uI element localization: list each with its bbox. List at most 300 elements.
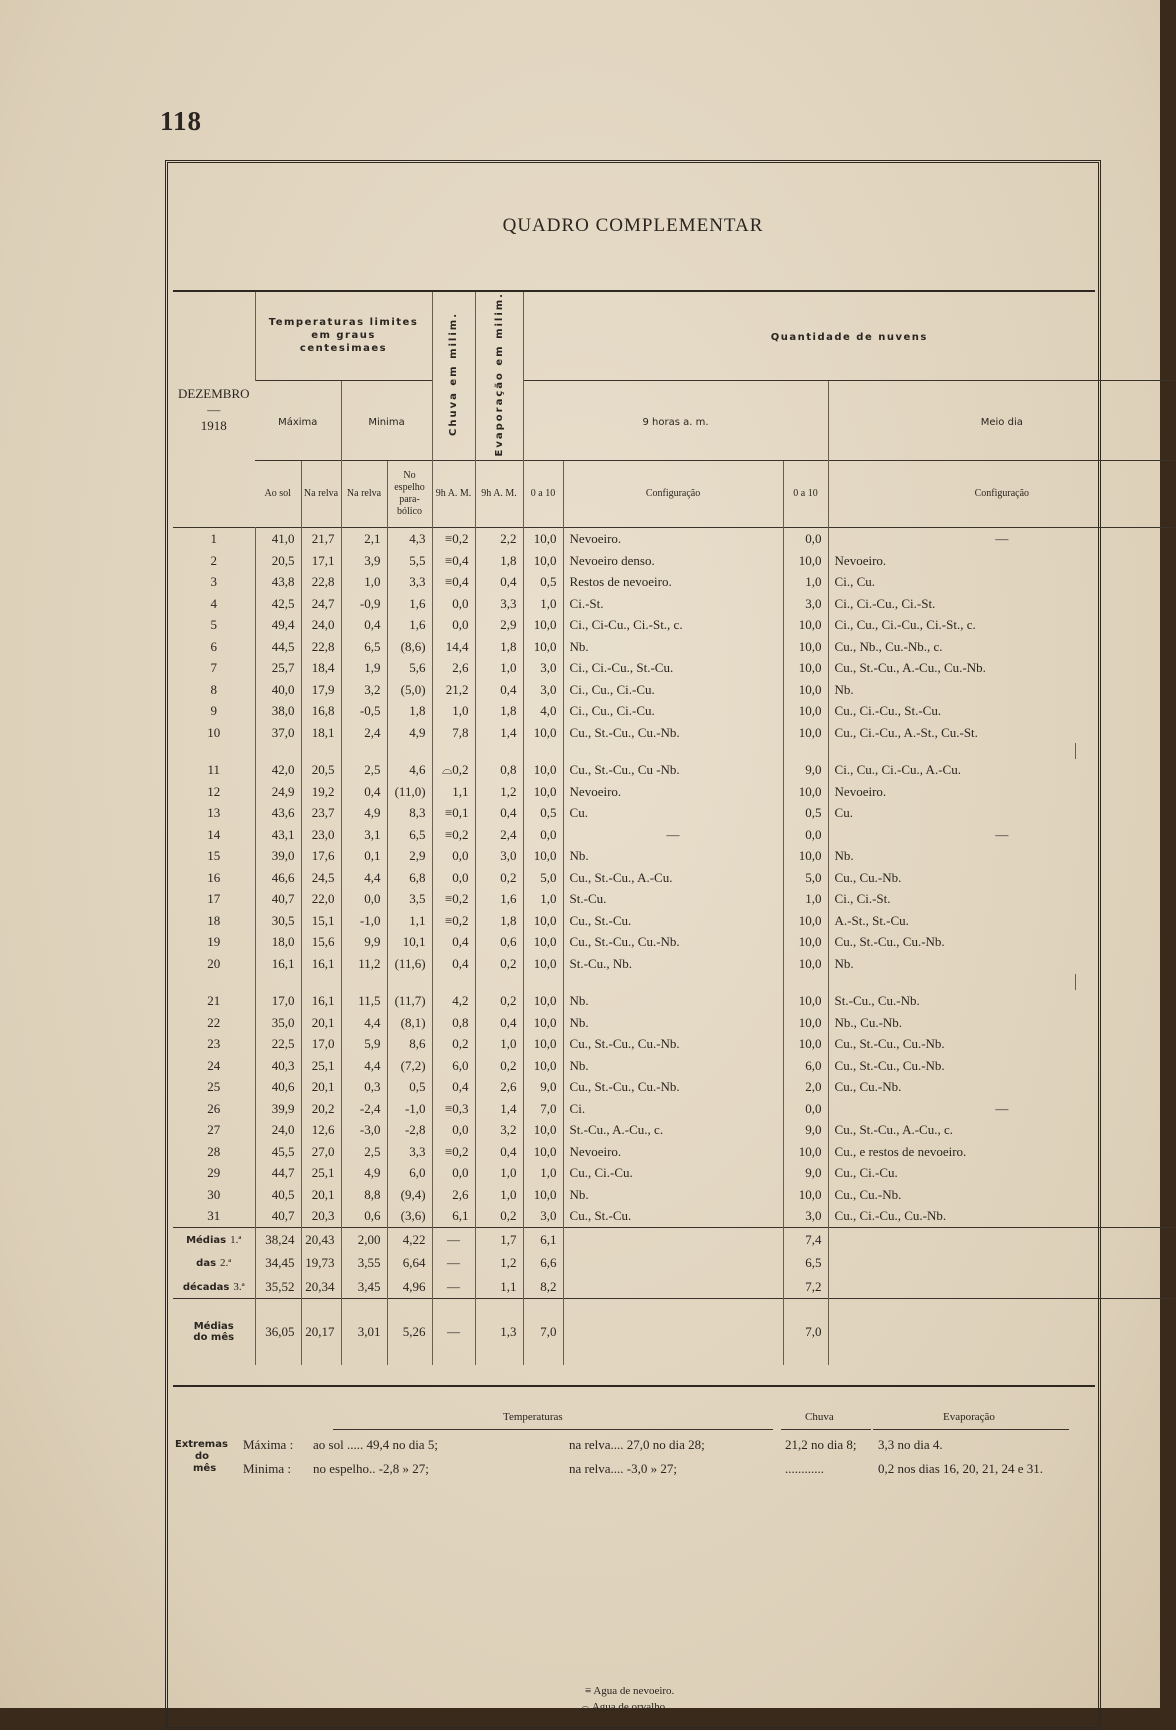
relva-min-cell: 9,9 (341, 931, 387, 953)
config-9h-cell (563, 1251, 783, 1275)
nuvens-9h-cell: 10,0 (523, 1055, 563, 1077)
decade-number: 1.ª (230, 1233, 242, 1246)
config-9h-cell (563, 1299, 783, 1366)
nuvens-9h-cell: 5,0 (523, 867, 563, 889)
config-12h-cell: Cu., Ci.-Cu., St.-Cu. (828, 700, 1175, 722)
relva-min-cell: 3,2 (341, 679, 387, 701)
day-cell: 6 (210, 638, 217, 654)
config-9h-cell: Cu., St.-Cu., Cu.-Nb. (563, 1033, 783, 1055)
na-relva-max-label: Na relva (303, 488, 339, 500)
chuva-cell: ≡0,3 (432, 1098, 475, 1120)
relva-max-cell: 23,0 (301, 824, 341, 846)
evap-cell: 0,2 (475, 1205, 523, 1227)
ao-sol-cell: 42,0 (255, 759, 301, 781)
chuva-cell: 1,1 (432, 781, 475, 803)
ao-sol-cell: 40,6 (255, 1076, 301, 1098)
relva-max-cell: 20,43 (301, 1227, 341, 1251)
ao-sol-cell: 36,05 (255, 1299, 301, 1366)
nuvens-9h-cell: 10,0 (523, 781, 563, 803)
espelho-cell: -1,0 (387, 1098, 432, 1120)
extremes-label-3: mês (193, 1463, 217, 1474)
espelho-cell: 4,96 (387, 1275, 432, 1299)
table-row (173, 759, 1175, 781)
ao-sol-header: Ao sol (255, 461, 301, 528)
espelho-cell: 8,6 (387, 1033, 432, 1055)
config-12h-cell: — (828, 824, 1175, 846)
relva-min-cell: 0,1 (341, 845, 387, 867)
evap-cell: 1,0 (475, 657, 523, 679)
gap-cell (828, 974, 1075, 990)
nuvens-9h-cell: 0,5 (523, 571, 563, 593)
relva-min-cell: 4,4 (341, 1012, 387, 1034)
config-12h-cell: Cu., St.-Cu., Cu.-Nb. (828, 1033, 1175, 1055)
ao-sol-cell: 17,0 (255, 990, 301, 1012)
chuva-cell: 0,0 (432, 614, 475, 636)
config-12h-cell: Ci., Cu., Ci.-Cu., A.-Cu. (828, 759, 1175, 781)
ao-sol-cell: 38,24 (255, 1227, 301, 1251)
config-9h-cell: Nb. (563, 636, 783, 658)
relva-max-cell: 25,1 (301, 1055, 341, 1077)
chuva-cell: ≡0,2 (432, 1141, 475, 1163)
config-9h-cell: Cu., St.-Cu. (563, 1205, 783, 1227)
max-evap: 3,3 no dia 4. (878, 1437, 943, 1452)
config-12h-cell: Cu., e restos de nevoeiro. (828, 1141, 1175, 1163)
table-row (173, 1055, 1175, 1077)
day-cell: 29 (207, 1165, 221, 1181)
gap-cell (341, 743, 387, 759)
nuvens-12h-cell: 10,0 (783, 1184, 828, 1206)
ao-sol-cell: 38,0 (255, 700, 301, 722)
nuvens-label: Quantidade de nuvens (770, 331, 928, 343)
nuvens-9h-cell: 10,0 (523, 910, 563, 932)
ao-sol-cell: 20,5 (255, 550, 301, 572)
relva-min-cell: 2,4 (341, 722, 387, 744)
table-row (173, 867, 1175, 889)
gap-cell (563, 974, 783, 990)
config-12h-cell: Cu., Cu.-Nb. (828, 867, 1175, 889)
evap-cell: 1,8 (475, 910, 523, 932)
config-12h-cell: Cu., St.-Cu., Cu.-Nb. (828, 1055, 1175, 1077)
nuvens-12h-cell: 10,0 (783, 1141, 828, 1163)
nuvens-12h-cell: 10,0 (783, 550, 828, 572)
nuvens-header (523, 292, 1175, 380)
table-row (173, 888, 1175, 910)
month-average-row (173, 1299, 1175, 1366)
espelho-cell: 4,6 (387, 759, 432, 781)
table-row (173, 657, 1175, 679)
config-9h-cell: Nevoeiro denso. (563, 550, 783, 572)
espelho-cell: 4,9 (387, 722, 432, 744)
espelho-cell: 6,8 (387, 867, 432, 889)
nuvens-9h-cell: 10,0 (523, 1184, 563, 1206)
espelho-cell: 3,3 (387, 1141, 432, 1163)
max-label: Máxima : (243, 1437, 294, 1452)
config-12h-cell: Cu., Cu.-Nb. (828, 1076, 1175, 1098)
decade-group-label: das (196, 1258, 217, 1270)
ao-sol-cell: 40,7 (255, 1205, 301, 1227)
chuva-cell: — (432, 1275, 475, 1299)
relva-min-cell: 3,01 (341, 1299, 387, 1366)
config-12h-cell: Ci., Cu., Ci.-Cu., Ci.-St., c. (828, 614, 1175, 636)
table-row (173, 550, 1175, 572)
ao-sol-cell: 40,3 (255, 1055, 301, 1077)
nuvens-12h-cell: 1,0 (783, 571, 828, 593)
config-9h-cell (563, 1227, 783, 1251)
extremes-section (173, 1385, 1095, 1722)
config-12h-cell: Cu. (828, 802, 1175, 824)
config-9h-cell: Cu., St.-Cu. (563, 910, 783, 932)
config-9h-cell: Ci., Cu., Ci.-Cu. (563, 700, 783, 722)
relva-max-cell: 19,2 (301, 781, 341, 803)
evap-cell: 1,2 (475, 1251, 523, 1275)
espelho-label: No espelho para-bólico (394, 470, 425, 518)
decade-number: 2.ª (220, 1257, 232, 1270)
relva-min-cell: 3,1 (341, 824, 387, 846)
nuvens-12h-cell: 10,0 (783, 700, 828, 722)
day-cell: 20 (207, 955, 221, 971)
gap-cell (783, 743, 828, 759)
table-row (173, 528, 1175, 550)
espelho-cell: 6,5 (387, 824, 432, 846)
relva-min-cell: 8,8 (341, 1184, 387, 1206)
config-9h-cell: Cu. (563, 802, 783, 824)
nuvens-9h-cell: 10,0 (523, 614, 563, 636)
evap-label: Evaporação em milim. (493, 292, 505, 457)
day-rows (173, 528, 1175, 1228)
evap-cell: 2,9 (475, 614, 523, 636)
config-9h-cell: Restos de nevoeiro. (563, 571, 783, 593)
extremes-evap-rule (873, 1429, 1069, 1430)
table-row (173, 1119, 1175, 1141)
relva-min-cell: -0,9 (341, 593, 387, 615)
ao-sol-cell: 44,5 (255, 636, 301, 658)
page-number: 118 (160, 106, 203, 136)
day-cell: 1 (210, 531, 217, 547)
gap-cell (341, 974, 387, 990)
evap-cell: 0,8 (475, 759, 523, 781)
gap-cell (432, 974, 475, 990)
relva-min-cell: 0,3 (341, 1076, 387, 1098)
relva-max-cell: 22,0 (301, 888, 341, 910)
minima-header (341, 380, 432, 461)
relva-max-cell: 17,0 (301, 1033, 341, 1055)
espelho-cell: 1,8 (387, 700, 432, 722)
relva-max-cell: 17,9 (301, 679, 341, 701)
relva-min-cell: 2,00 (341, 1227, 387, 1251)
extremes-temp-rule (333, 1429, 773, 1430)
year-label: 1918 (200, 417, 227, 433)
ao-sol-cell: 34,45 (255, 1251, 301, 1275)
relva-min-cell: 3,45 (341, 1275, 387, 1299)
min-label: Minima : (243, 1461, 292, 1476)
temp-group-label: Temperaturas limites em graus centesimaes (268, 317, 419, 355)
nuvens-9h-cell: 10,0 (523, 1012, 563, 1034)
evap-cell: 0,6 (475, 931, 523, 953)
ao-sol-cell: 39,0 (255, 845, 301, 867)
espelho-cell: 3,3 (387, 571, 432, 593)
table-row (173, 571, 1175, 593)
espelho-cell: (5,0) (387, 679, 432, 701)
gap-cell (523, 743, 563, 759)
table-row (173, 845, 1175, 867)
evap-cell: 0,4 (475, 679, 523, 701)
nuvens-9h-cell: 10,0 (523, 990, 563, 1012)
day-cell: 24 (207, 1057, 221, 1073)
month-dash: — (207, 401, 221, 417)
chuva-cell: 0,0 (432, 867, 475, 889)
relva-max-cell: 12,6 (301, 1119, 341, 1141)
ao-sol-cell: 45,5 (255, 1141, 301, 1163)
relva-max-cell: 18,1 (301, 722, 341, 744)
config-12h-cell: Cu., Ci.-Cu., Cu.-Nb. (828, 1205, 1175, 1227)
table-row (173, 1098, 1175, 1120)
na-relva-min-label: Na relva (346, 488, 382, 500)
config-9h-cell: — (563, 824, 783, 846)
nuvens-9h-cell: 6,6 (523, 1251, 563, 1275)
espelho-cell: (11,7) (387, 990, 432, 1012)
config-12h-cell (828, 1275, 1175, 1299)
config-12h-cell: Nevoeiro. (828, 550, 1175, 572)
nuvens-12h-cell: 9,0 (783, 1119, 828, 1141)
relva-min-cell: 2,5 (341, 759, 387, 781)
config-9h-cell: Ci. (563, 1098, 783, 1120)
relva-min-cell: 1,0 (341, 571, 387, 593)
day-cell: 21 (207, 993, 221, 1009)
extremes-chuva-header: Chuva (805, 1411, 834, 1423)
config-12h-cell: — (828, 1098, 1175, 1120)
relva-min-cell: 6,5 (341, 636, 387, 658)
relva-max-cell: 24,0 (301, 614, 341, 636)
config-9h-cell: Ci., Ci-Cu., Ci.-St., c. (563, 614, 783, 636)
day-cell: 28 (207, 1143, 221, 1159)
evap-cell: 1,7 (475, 1227, 523, 1251)
config-9h-cell: Nb. (563, 1012, 783, 1034)
table-row (173, 931, 1175, 953)
nuvens-9h-cell: 0,5 (523, 802, 563, 824)
ao-sol-cell: 30,5 (255, 910, 301, 932)
espelho-cell: (8,1) (387, 1012, 432, 1034)
relva-min-cell: 1,9 (341, 657, 387, 679)
relva-min-cell: 3,9 (341, 550, 387, 572)
nuvens-9h-cell: 10,0 (523, 1141, 563, 1163)
table-title: QUADRO COMPLEMENTAR (502, 215, 764, 236)
evap-cell: 2,4 (475, 824, 523, 846)
config-9h-cell: Cu., Ci.-Cu. (563, 1162, 783, 1184)
nuvens-12h-cell: 10,0 (783, 657, 828, 679)
max-chuva: 21,2 no dia 8; (785, 1437, 857, 1452)
relva-max-cell: 20,5 (301, 759, 341, 781)
maxima-header (255, 380, 341, 461)
config-9h-cell: Nevoeiro. (563, 781, 783, 803)
nuvens-9h-cell: 10,0 (523, 1119, 563, 1141)
relva-max-cell: 15,6 (301, 931, 341, 953)
config-12h-cell: Nb. (828, 845, 1175, 867)
evap-cell: 1,8 (475, 700, 523, 722)
nuvens-9h-cell: 10,0 (523, 550, 563, 572)
gap-cell (563, 743, 783, 759)
espelho-cell: 8,3 (387, 802, 432, 824)
config-12h-cell: Cu., Nb., Cu.-Nb., c. (828, 636, 1175, 658)
espelho-header (387, 461, 432, 528)
gap-cell (301, 743, 341, 759)
evap-cell: 1,3 (475, 1299, 523, 1366)
relva-min-cell: 4,9 (341, 802, 387, 824)
relva-max-cell: 17,6 (301, 845, 341, 867)
relva-max-cell: 20,3 (301, 1205, 341, 1227)
chuva-header (432, 292, 475, 461)
chuva-cell: — (432, 1299, 475, 1366)
na-relva-min-header (341, 461, 387, 528)
table-row (173, 722, 1175, 744)
table-row (173, 700, 1175, 722)
table-row (173, 593, 1175, 615)
relva-max-cell: 20,1 (301, 1012, 341, 1034)
config-12h-cell: Nb. (828, 953, 1175, 975)
relva-max-cell: 16,1 (301, 990, 341, 1012)
day-cell: 13 (207, 805, 221, 821)
config-12h-cell: Nb. (828, 679, 1175, 701)
evap-cell: 2,6 (475, 1076, 523, 1098)
config-9h-cell: Ci., Ci.-Cu., St.-Cu. (563, 657, 783, 679)
day-cell: 3 (210, 574, 217, 590)
evap-cell: 0,2 (475, 1055, 523, 1077)
nuvens-9h-cell: 9,0 (523, 1076, 563, 1098)
day-cell: 15 (207, 848, 221, 864)
espelho-cell: 3,5 (387, 888, 432, 910)
ao-sol-cell: 46,6 (255, 867, 301, 889)
espelho-cell: 4,3 (387, 528, 432, 550)
relva-max-cell: 20,34 (301, 1275, 341, 1299)
gap-cell (432, 743, 475, 759)
chuva-cell: 4,2 (432, 990, 475, 1012)
gap-cell (1075, 743, 1175, 759)
nuvens-12h-cell: 2,0 (783, 1076, 828, 1098)
gap-cell (387, 743, 432, 759)
nuvens-12h-cell: 10,0 (783, 614, 828, 636)
table-row (173, 802, 1175, 824)
ao-sol-cell: 44,7 (255, 1162, 301, 1184)
decade-label-cell (173, 1227, 255, 1251)
config-9h-cell: Nb. (563, 1184, 783, 1206)
escala-12h-header: 0 a 10 (783, 461, 828, 528)
evap-cell: 0,4 (475, 1141, 523, 1163)
ao-sol-cell: 42,5 (255, 593, 301, 615)
meio-dia-header (828, 380, 1175, 461)
config-9h-cell: Nb. (563, 990, 783, 1012)
relva-min-cell: 4,4 (341, 1055, 387, 1077)
config-9h-cell: Ci.-St. (563, 593, 783, 615)
day-cell: 16 (207, 869, 221, 885)
relva-max-cell: 21,7 (301, 528, 341, 550)
day-cell: 7 (210, 660, 217, 676)
relva-max-cell: 16,8 (301, 700, 341, 722)
chuva-cell: — (432, 1227, 475, 1251)
chuva-cell: 7,8 (432, 722, 475, 744)
nuvens-9h-cell: 10,0 (523, 528, 563, 550)
ao-sol-cell: 39,9 (255, 1098, 301, 1120)
table-row (173, 1141, 1175, 1163)
config-9h-cell: St.-Cu., Nb. (563, 953, 783, 975)
decade-group-label: décadas (182, 1281, 230, 1293)
config-12h-cell: Cu., Cu.-Nb. (828, 1184, 1175, 1206)
config-9h-cell: Cu., St.-Cu., Cu.-Nb. (563, 931, 783, 953)
evap-cell: 3,0 (475, 845, 523, 867)
chuva-cell: 21,2 (432, 679, 475, 701)
nuvens-12h-cell: 10,0 (783, 910, 828, 932)
config-9h-cell: Ci., Cu., Ci.-Cu. (563, 679, 783, 701)
day-cell: 8 (210, 681, 217, 697)
relva-min-cell: 4,9 (341, 1162, 387, 1184)
config-12h-cell: Ci., Ci.-St. (828, 888, 1175, 910)
relva-max-cell: 24,5 (301, 867, 341, 889)
espelho-cell: 2,9 (387, 845, 432, 867)
nuvens-12h-cell: 3,0 (783, 1205, 828, 1227)
nuvens-9h-cell: 10,0 (523, 845, 563, 867)
chuva-cell: ≡0,4 (432, 571, 475, 593)
config-12h-cell: Ci., Ci.-Cu., Ci.-St. (828, 593, 1175, 615)
day-cell: 23 (207, 1036, 221, 1052)
ao-sol-cell: 40,7 (255, 888, 301, 910)
nove-horas-label: 9 horas a. m. (642, 416, 709, 428)
day-cell: 19 (207, 934, 221, 950)
max-temp-b: na relva.... 27,0 no dia 28; (569, 1437, 705, 1452)
chuva-cell: ≡0,2 (432, 910, 475, 932)
chuva-cell: ≡0,2 (432, 528, 475, 550)
nuvens-9h-cell: 3,0 (523, 1205, 563, 1227)
evap-cell: 2,2 (475, 528, 523, 550)
ao-sol-cell: 43,8 (255, 571, 301, 593)
day-cell: 26 (207, 1100, 221, 1116)
gap-cell (828, 743, 1075, 759)
nuvens-12h-cell: 5,0 (783, 867, 828, 889)
relva-min-cell: -0,5 (341, 700, 387, 722)
ao-sol-cell: 22,5 (255, 1033, 301, 1055)
chuva-cell: ≡0,4 (432, 550, 475, 572)
relva-max-cell: 18,4 (301, 657, 341, 679)
table-row (173, 1205, 1175, 1227)
espelho-cell: 5,26 (387, 1299, 432, 1366)
relva-max-cell: 27,0 (301, 1141, 341, 1163)
nuvens-9h-cell: 3,0 (523, 657, 563, 679)
espelho-cell: 1,6 (387, 593, 432, 615)
evap-cell: 1,2 (475, 781, 523, 803)
relva-max-cell: 22,8 (301, 636, 341, 658)
espelho-cell: 0,5 (387, 1076, 432, 1098)
day-cell: 30 (207, 1186, 221, 1202)
espelho-cell: (11,0) (387, 781, 432, 803)
day-cell: 31 (207, 1208, 221, 1224)
relva-min-cell: -1,0 (341, 910, 387, 932)
meio-dia-label: Meio dia (980, 416, 1023, 428)
ao-sol-cell: 35,0 (255, 1012, 301, 1034)
relva-min-cell: 0,4 (341, 614, 387, 636)
nuvens-9h-cell: 6,1 (523, 1227, 563, 1251)
evap-cell: 0,4 (475, 802, 523, 824)
nuvens-12h-cell: 0,0 (783, 824, 828, 846)
day-cell: 27 (207, 1122, 221, 1138)
chuva-cell: — (432, 1251, 475, 1275)
evap-cell: 1,4 (475, 722, 523, 744)
table-row (173, 1076, 1175, 1098)
decade-gap (173, 743, 1175, 759)
nuvens-9h-cell: 1,0 (523, 888, 563, 910)
nuvens-9h-cell: 0,0 (523, 824, 563, 846)
config-12h-cell: Cu., St.-Cu., Cu.-Nb. (828, 931, 1175, 953)
table-row (173, 953, 1175, 975)
chuva-cell: 0,8 (432, 1012, 475, 1034)
config-12h-cell (828, 1251, 1175, 1275)
evap-cell: 1,0 (475, 1033, 523, 1055)
